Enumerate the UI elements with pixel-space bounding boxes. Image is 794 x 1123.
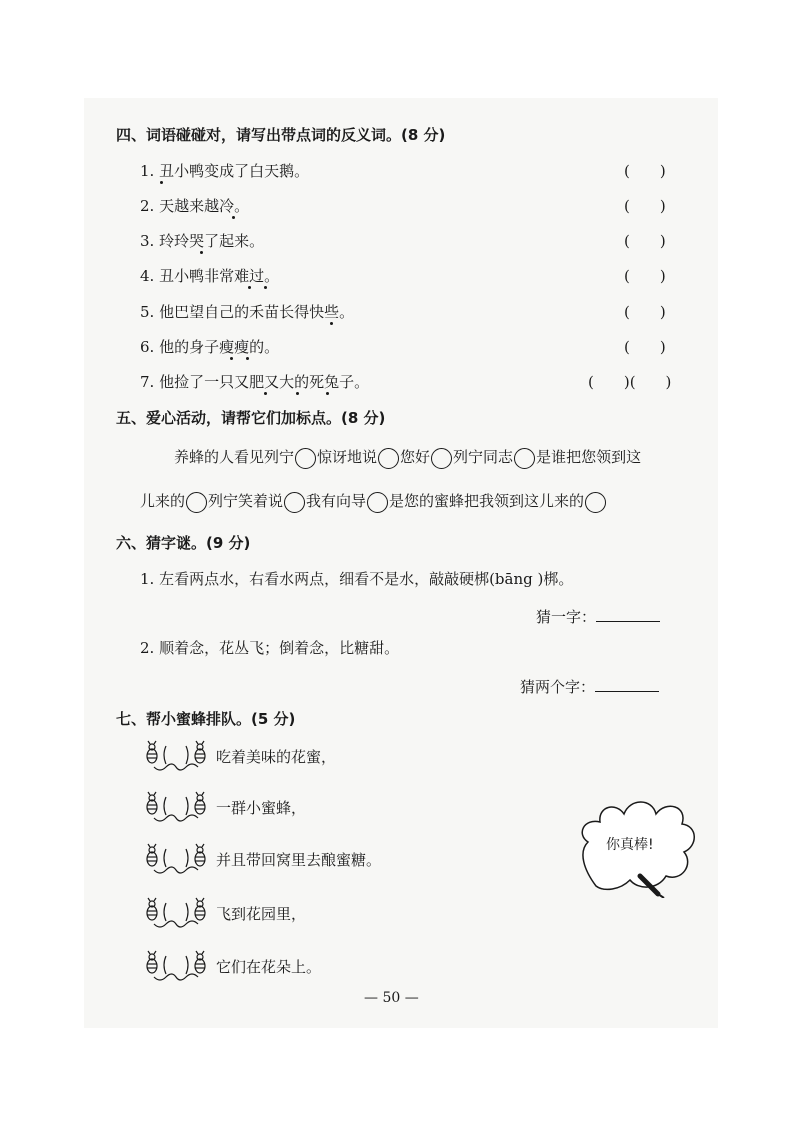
section4-item-3: 3. 玲玲哭了起来。 (140, 232, 265, 250)
emphasis-dot (200, 251, 203, 254)
badge-text: 你真棒! (606, 837, 654, 853)
emphasis-dot (326, 392, 329, 395)
bee-paren-icon[interactable] (140, 791, 212, 825)
emphasis-dot (248, 286, 251, 289)
section4-item-4: 4. 丑小鸭非常难过。 (140, 267, 280, 285)
page-number: — 50 — (364, 990, 419, 1006)
riddle-1: 1. 左看两点水，右看水两点，细看不是水，敲敲硬梆(bāng )梆。 (140, 570, 574, 588)
answer-label: 猜两个字： (520, 678, 596, 696)
answer-2 (520, 676, 659, 697)
punctuation-circle[interactable] (284, 492, 305, 513)
answer-paren-1[interactable]: ( ) (624, 162, 666, 180)
punctuation-circle[interactable] (431, 448, 452, 469)
answer-paren-2[interactable]: ( ) (624, 197, 666, 215)
text-segment: 列宁同志 (453, 448, 514, 466)
punctuation-circle[interactable] (367, 492, 388, 513)
text-segment: 您好 (400, 448, 431, 466)
emphasis-dot (246, 357, 249, 360)
text-segment: 列宁笑着说 (208, 492, 284, 510)
section4-item-5: 5. 他巴望自己的禾苗长得快些。 (140, 303, 355, 321)
section4-item-7: 7. 他捡了一只又肥又大的死兔子。 (140, 373, 370, 391)
answer-paren-5[interactable]: ( ) (624, 303, 666, 321)
punctuation-line-1 (174, 446, 641, 469)
text-segment: 是谁把您领到这 (536, 448, 642, 466)
bee-sentence: 飞到花园里， (216, 905, 307, 923)
bee-paren-icon[interactable] (140, 897, 212, 931)
section6-title: 六、猜字谜。(9 分) (116, 534, 251, 552)
text-segment: 儿来的 (140, 492, 186, 510)
answer-1 (536, 606, 660, 627)
section5-title: 五、爱心活动，请帮它们加标点。(8 分) (116, 409, 386, 427)
bee-paren-icon[interactable] (140, 740, 212, 774)
emphasis-dot (230, 357, 233, 360)
emphasis-dot (160, 181, 163, 184)
emphasis-dot (296, 392, 299, 395)
section4-item-6: 6. 他的身子瘦瘦的。 (140, 338, 280, 356)
bee-sentence: 并且带回窝里去酿蜜糖。 (216, 851, 382, 869)
praise-badge (574, 790, 704, 898)
answer-blank[interactable] (595, 677, 659, 692)
emphasis-dot (232, 216, 235, 219)
punctuation-circle[interactable] (378, 448, 399, 469)
text-segment: 我有向导 (306, 492, 367, 510)
bee-paren-icon[interactable] (140, 843, 212, 877)
punctuation-circle[interactable] (585, 492, 606, 513)
bee-sentence: 一群小蜜蜂， (216, 799, 307, 817)
bee-sentence: 吃着美味的花蜜， (216, 748, 337, 766)
text-segment: 养蜂的人看见列宁 (174, 448, 295, 466)
section4-item-2: 2. 天越来越冷。 (140, 197, 250, 215)
riddle-2: 2. 顺着念，花丛飞；倒着念，比糖甜。 (140, 639, 400, 657)
answer-paren-6[interactable]: ( ) (624, 338, 666, 356)
answer-paren-7[interactable]: ( )( ) (588, 373, 672, 391)
punctuation-line-2 (140, 490, 607, 513)
text-segment: 是您的蜜蜂把我领到这儿来的 (389, 492, 585, 510)
bee-paren-icon[interactable] (140, 950, 212, 984)
text-segment: 惊讶地说 (317, 448, 378, 466)
emphasis-dot (264, 392, 267, 395)
answer-blank[interactable] (596, 607, 660, 622)
section7-title: 七、帮小蜜蜂排队。(5 分) (116, 710, 296, 728)
bee-sentence: 它们在花朵上。 (216, 958, 322, 976)
punctuation-circle[interactable] (186, 492, 207, 513)
section4-title: 四、词语碰碰对，请写出带点词的反义词。(8 分) (116, 126, 446, 144)
punctuation-circle[interactable] (514, 448, 535, 469)
answer-label: 猜一字： (536, 608, 597, 626)
section4-item-1: 1. 丑小鸭变成了白天鹅。 (140, 162, 310, 180)
punctuation-circle[interactable] (295, 448, 316, 469)
emphasis-dot (330, 322, 333, 325)
answer-paren-3[interactable]: ( ) (624, 232, 666, 250)
answer-paren-4[interactable]: ( ) (624, 267, 666, 285)
emphasis-dot (264, 286, 267, 289)
